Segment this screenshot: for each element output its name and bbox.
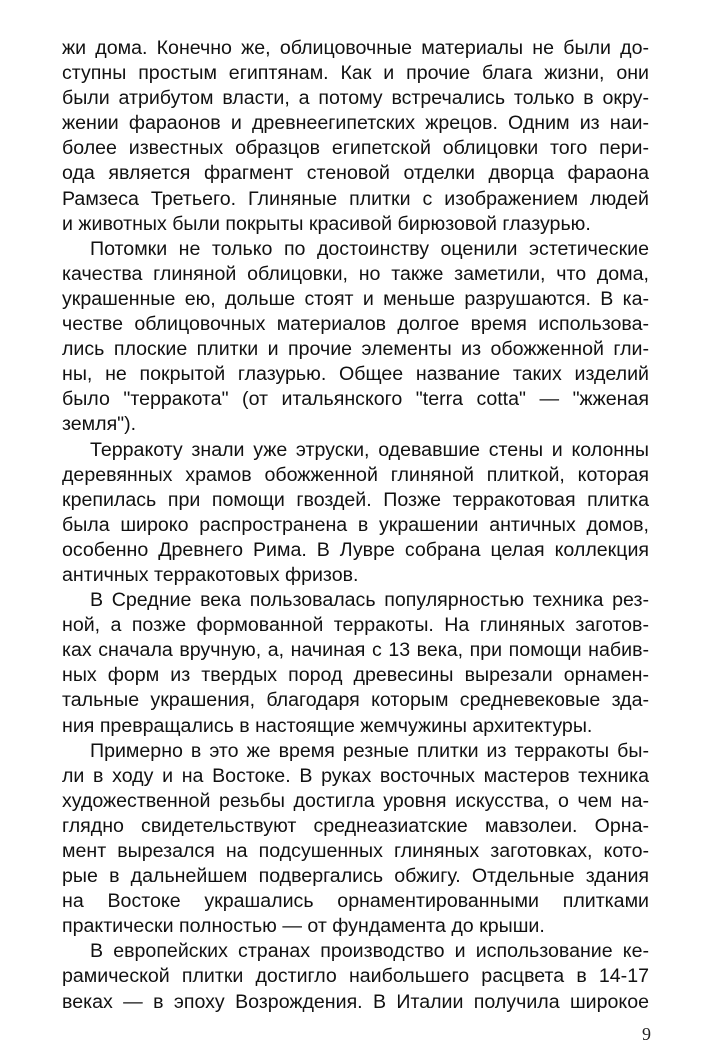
text-line: ных форм из твердых пород древесины вырезали орнамен- — [62, 664, 649, 687]
text-line: ны, не покрытой глазурью. Общее название таких изделий — [62, 363, 649, 386]
text-line: веках — в эпоху Возрождения. В Италии получила широкое — [62, 990, 649, 1013]
text-line: Терракоту знали уже этруски, одевавшие стены и колонны — [90, 438, 649, 461]
text-line: практически полностью — от фундамента до крыши. — [62, 915, 545, 938]
paragraph — [62, 939, 649, 1014]
text-line: В европейских странах производство и использование ке- — [90, 940, 649, 963]
page-number: 9 — [642, 1024, 651, 1044]
text-line: глядно свидетельствуют среднеазиатские мавзолеи. Орна- — [62, 814, 649, 837]
text-line: рамической плитки достигло наибольшего расцвета в 14-17 — [62, 965, 649, 988]
paragraph — [62, 36, 649, 237]
text-line: были атрибутом власти, а потому встречались только в окру- — [62, 87, 649, 110]
text-line: особенно Древнего Рима. В Лувре собрана целая коллекция — [62, 538, 649, 561]
paragraph — [62, 739, 649, 940]
text-line: рые в дальнейшем подвергались обжигу. Отдельные здания — [62, 865, 649, 888]
text-line: более известных образцов египетской облицовки того пери- — [62, 137, 649, 160]
text-line: лись плоские плитки и прочие элементы из обожженной гли- — [62, 338, 649, 361]
text-line: ли в ходу и на Востоке. В руках восточных мастеров техника — [62, 764, 649, 787]
text-line: тальные украшения, благодаря которым средневековые зда- — [62, 689, 649, 712]
text-line: качества глиняной облицовки, но также заметили, что дома, — [62, 262, 649, 285]
text-line: земля"). — [62, 413, 137, 436]
paragraph — [62, 438, 649, 589]
text-line: жи дома. Конечно же, облицовочные материалы не были до- — [62, 37, 649, 59]
text-line: Рамзеса Третьего. Глиняные плитки с изображением людей — [62, 187, 649, 210]
text-line: мент вырезался на подсушенных глиняных заготовках, кото- — [62, 840, 649, 862]
text-line: деревянных храмов обожженной глиняной плиткой, которая — [62, 463, 649, 486]
text-line: В Средние века пользовалась популярностью техника рез- — [90, 589, 649, 612]
text-line: ной, а позже формованной терракоты. На глиняных заготов- — [62, 614, 649, 637]
paragraph — [62, 237, 649, 438]
text-line: крепилась при помощи гвоздей. Позже терракотовая плитка — [62, 488, 649, 511]
paragraph — [62, 588, 649, 739]
text-line: ния превращались в настоящие жемчужины архитектуры. — [62, 714, 593, 737]
page-body-text — [62, 36, 649, 1015]
text-line: античных терракотовых фризов. — [62, 563, 359, 586]
text-line: Потомки не только по достоинству оценили эстетические — [90, 237, 649, 260]
text-line: Примерно в это же время резные плитки из терракоты бы- — [90, 739, 649, 762]
text-line: украшенные ею, дольше стоят и меньше разрушаются. В ка- — [62, 287, 649, 310]
text-line: и животных были покрыты красивой бирюзовой глазурью. — [62, 212, 591, 235]
text-line: была широко распространена в украшении античных домов, — [62, 513, 649, 536]
text-line: ода является фрагмент стеновой отделки дворца фараона — [62, 162, 649, 185]
text-line: было "терракота" (от итальянского "terra cotta" — "жженая — [62, 388, 649, 411]
text-line: ступны простым египтянам. Как и прочие блага жизни, они — [62, 62, 649, 85]
text-line: честве облицовочных материалов долгое время использова- — [62, 313, 649, 336]
text-line: на Востоке украшались орнаментированными плитками — [62, 890, 649, 913]
text-line: художественной резьбы достигла уровня искусства, о чем на- — [62, 789, 649, 812]
text-line: ках сначала вручную, а, начиная с 13 века, при помощи набив- — [62, 639, 649, 662]
text-line: жении фараонов и древнеегипетских жрецов. Одним из наи- — [62, 112, 649, 135]
